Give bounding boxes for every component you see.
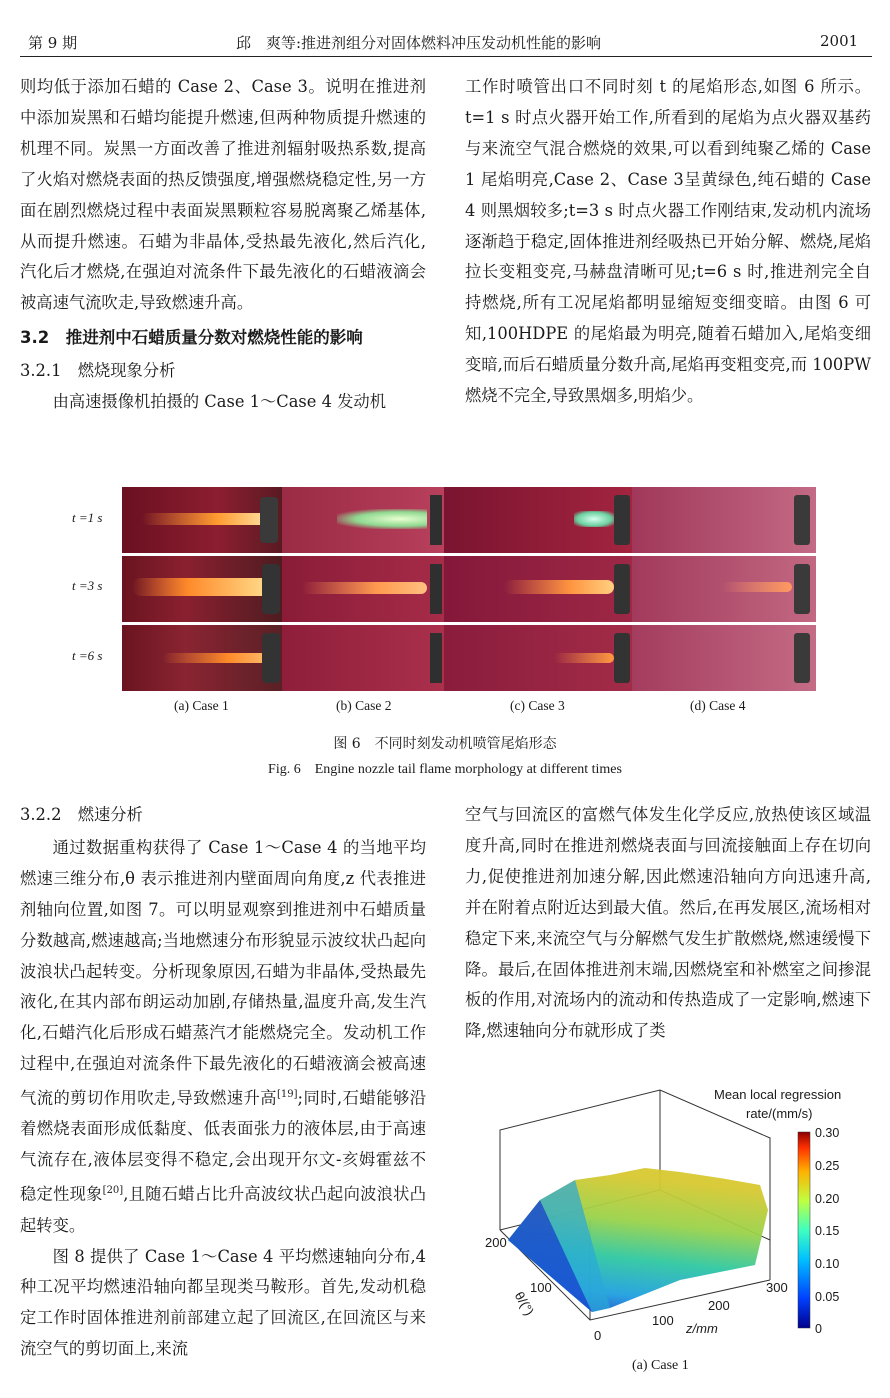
flame-photo-case4-t3 <box>632 556 816 622</box>
page-number: 2001 <box>820 32 859 50</box>
left-column-top <box>20 72 426 418</box>
running-head-issue: 第 9 期 <box>28 34 78 52</box>
subsection-heading: 3.2.1 燃烧现象分析 <box>20 361 176 381</box>
row-label: t =6 s <box>72 648 103 663</box>
flame-photo-case1-t6 <box>122 625 282 691</box>
flame-photo-case4-t6 <box>632 625 816 691</box>
z-tick: 100 <box>652 1313 674 1328</box>
row-label: t =1 s <box>72 510 103 525</box>
right-column-bottom <box>465 800 871 1047</box>
flame-photo-case2-t3 <box>282 556 444 622</box>
left-column-bottom <box>20 800 426 1365</box>
surface-plot <box>480 1080 870 1370</box>
section-heading: 3.2 推进剂中石蜡质量分数对燃烧性能的影响 <box>20 328 363 348</box>
colorbar-unit: rate/(mm/s) <box>746 1106 813 1121</box>
colorbar-tick: 0.15 <box>815 1224 840 1238</box>
paragraph: 则均低于添加石蜡的 Case 2、Case 3。说明在推进剂中添加炭黑和石蜡均能提升燃速,但两种物质提升燃速的机理不同。炭黑一方面改善了推进剂辐射吸热系数,提高了火焰对燃烧表面的热反馈强度,增强燃烧稳定性,另一方面在剧烈燃烧过程中表面炭黑颗粒容易脱离聚乙烯基体,从而提升燃速。石蜡为非晶体,受热最先液化,然后汽化,汽化后才燃烧,在强迫对流条件下最先液化的石蜡液滴会被高速气流吹走,导致燃速升高。 <box>20 77 426 313</box>
column-label: (d) Case 4 <box>690 698 746 713</box>
theta-tick: 200 <box>485 1235 507 1250</box>
theta-tick: 100 <box>530 1280 552 1295</box>
paragraph: 通过数据重构获得了 Case 1～Case 4 的当地平均燃速三维分布,θ 表示推进剂内壁面周向角度,z 代表推进剂轴向位置,如图 7。可以明显观察到推进剂中石蜡质量分数越高,燃速越高;当地燃速分布形貌显示波纹状凸起向波浪状凸起转变。分析现象原因,石蜡为非晶体,受热最先液化,在其内部布朗运动加剧,存储热量,温度升高,发生汽化,石蜡汽化后形成石蜡蒸汽才能燃烧完全。发动机工作过程中,在强迫对流条件下最先液化的石蜡液滴会被高速气流的剪切作用吹走,导致燃速升高[19];同时,石蜡能够沿着燃烧表面形成低黏度、低表面张力的液体层,由于高速气流存在,液体层变得不稳定,会出现开尔文-亥姆霍兹不稳定性现象[20],且随石蜡占比升高波纹状凸起向波浪状凸起转变。 <box>20 837 426 1235</box>
colorbar-tick: 0.30 <box>815 1126 840 1140</box>
paragraph: 空气与回流区的富燃气体发生化学反应,放热使该区域温度升高,同时在推进剂燃烧表面与回流接触面上存在切向力,促使推进剂加速分解,因此燃速沿轴向方向迅速升高,并在附着点附近达到最大值。然后,在再发展区,流场相对稳定下来,来流空气与分解燃气发生扩散燃烧,燃速缓慢下降。最后,在固体推进剂末端,因燃烧室和补燃室之间掺混板的作用,对流场内的流动和传热造成了一定影响,燃速下降,燃速轴向分布就形成了类 <box>465 805 871 1041</box>
right-column-top <box>465 72 871 412</box>
column-label: (c) Case 3 <box>510 698 565 713</box>
paragraph: 工作时喷管出口不同时刻 t 的尾焰形态,如图 6 所示。t=1 s 时点火器开始工作,所看到的尾焰为点火器双基药与来流空气混合燃烧的效果,可以看到纯聚乙烯的 Case 1 尾焰明亮,Case 2、Case 3呈黄绿色,纯石蜡的 Case 4 则黑烟较多;t=3 s 时点火器工作刚结束,发动机内流场逐渐趋于稳定,固体推进剂经吸热已开始分解、燃烧,尾焰拉长变粗变亮,马赫盘清晰可见;t=6 s 时,推进剂完全自持燃烧,所有工况尾焰都明显缩短变细变暗。由图 6 可知,100HDPE 的尾焰最为明亮,随着石蜡加入,尾焰变细变暗,而后石蜡质量分数升高,尾焰再变粗变亮,而 100PW 燃烧不完全,导致黑烟多,明焰少。 <box>465 77 871 406</box>
flame-photo-case3-t6 <box>444 625 632 691</box>
running-head-title: 邱 爽等:推进剂组分对固体燃料冲压发动机性能的影响 <box>236 34 602 52</box>
colorbar-tick: 0.05 <box>815 1290 840 1304</box>
flame-photo-case1-t3 <box>122 556 282 622</box>
flame-photo-case4-t1 <box>632 487 816 553</box>
colorbar-tick: 0.10 <box>815 1257 840 1271</box>
flame-photo-case1-t1 <box>122 487 282 553</box>
z-tick: 300 <box>766 1280 788 1295</box>
paragraph: 图 8 提供了 Case 1～Case 4 平均燃速轴向分布,4 种工况平均燃速沿轴向都呈现类马鞍形。首先,发动机稳定工作时固体推进剂前部建立起了回流区,在回流区与来流空气的剪切面上,来流 <box>20 1246 426 1359</box>
flame-photo-case2-t1 <box>282 487 444 553</box>
z-axis-label: z/mm <box>686 1321 718 1336</box>
header-rule <box>20 56 872 57</box>
citation[interactable]: [20] <box>102 1185 124 1197</box>
colorbar-tick: 0 <box>815 1322 822 1336</box>
subsection-heading: 3.2.2 燃速分析 <box>20 805 143 824</box>
z-tick: 0 <box>594 1328 602 1343</box>
flame-photo-case2-t6 <box>282 625 444 691</box>
figure-caption-cn: 图 6 不同时刻发动机喷管尾焰形态 <box>333 736 557 752</box>
z-tick: 200 <box>708 1298 730 1313</box>
figure-caption-en: Fig. 6 Engine nozzle tail flame morphology at different times <box>268 762 622 777</box>
citation[interactable]: [19] <box>277 1089 298 1101</box>
paragraph: 由高速摄像机拍摄的 Case 1～Case 4 发动机 <box>52 392 386 412</box>
colorbar-title: Mean local regression <box>714 1087 842 1102</box>
theta-axis-label: θ/(°) <box>511 1289 538 1318</box>
flame-photo-case3-t1 <box>444 487 632 553</box>
colorbar-tick: 0.20 <box>815 1192 840 1206</box>
flame-photo-case3-t3 <box>444 556 632 622</box>
row-label: t =3 s <box>72 578 103 593</box>
column-label: (a) Case 1 <box>174 698 229 713</box>
colorbar-tick: 0.25 <box>815 1159 840 1173</box>
column-label: (b) Case 2 <box>336 698 392 713</box>
subfigure-caption: (a) Case 1 <box>632 1358 689 1373</box>
